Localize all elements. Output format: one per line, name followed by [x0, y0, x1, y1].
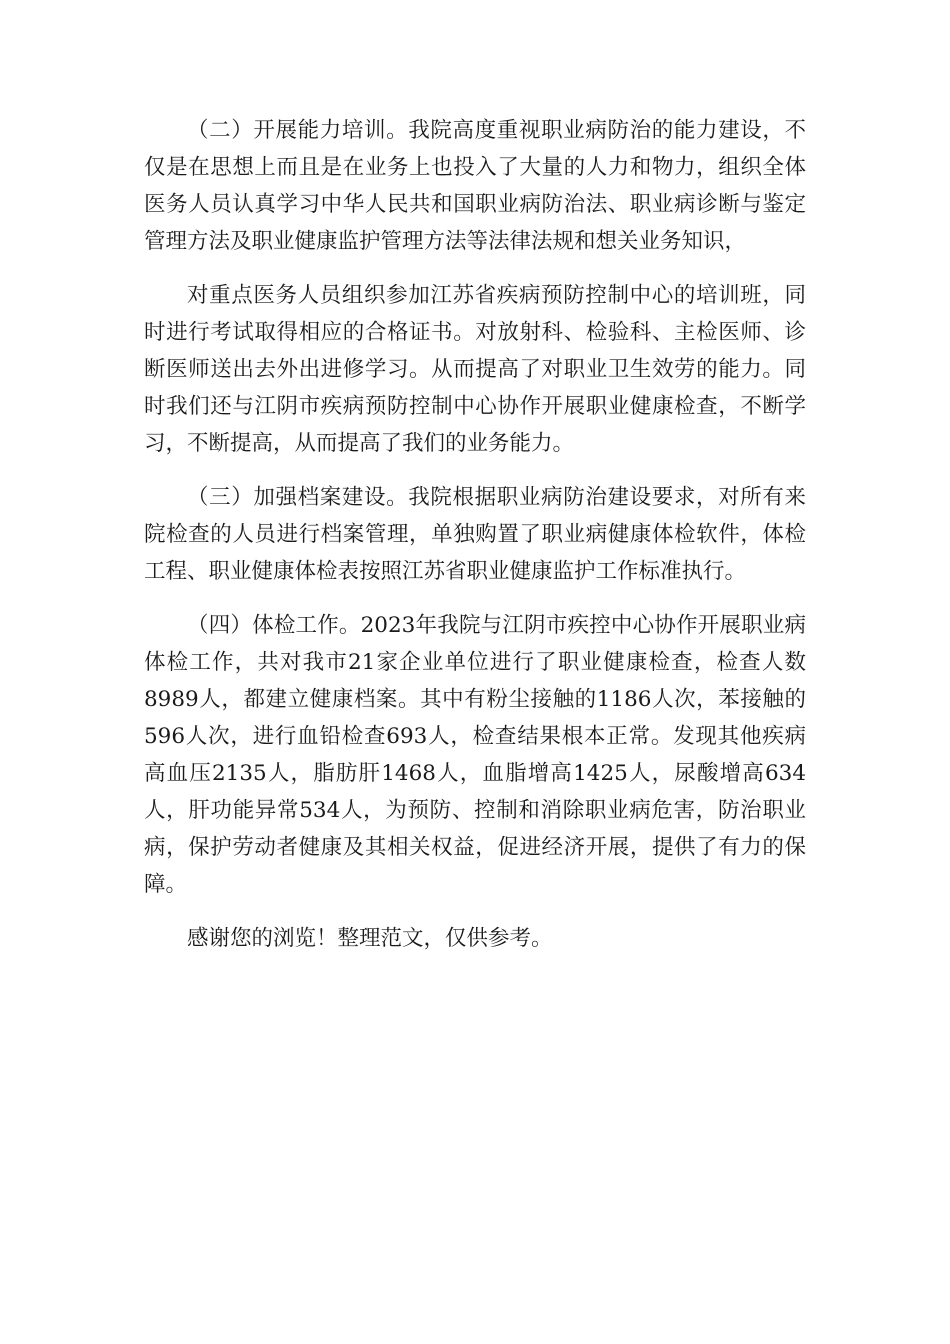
paragraph-training: （二）开展能力培训。我院高度重视职业病防治的能力建设，不仅是在思想上而且是在业务上也投入了大量的人力和物力，组织全体医务人员认真学习中华人民共和国职业病防治法、职业病诊断与鉴定管理方法及职业健康监护管理方法等法律法规和想关业务知识， — [144, 118, 806, 254]
paragraph-training-continued: 对重点医务人员组织参加江苏省疾病预防控制中心的培训班，同时进行考试取得相应的合格证书。对放射科、检验科、主检医师、诊断医师送出去外出进修学习。从而提高了对职业卫生效劳的能力。同时我们还与江阴市疾病预防控制中心协作开展职业健康检查，不断学习，不断提高，从而提高了我们的业务能力。 — [144, 283, 806, 456]
paragraph-thanks: 感谢您的浏览！整理范文，仅供参考。 — [187, 926, 553, 951]
paragraph-physical-exam: （四）体检工作。2023年我院与江阴市疾控中心协作开展职业病体检工作，共对我市21家企业单位进行了职业健康检查，检查人数8989人，都建立健康档案。其中有粉尘接触的1186人次，苯接触的596人次，进行血铅检查693人，检查结果根本正常。发现其他疾病高血压2135人，脂肪肝1468人，血脂增高1425人，尿酸增高634人，肝功能异常534人，为预防、控制和消除职业病危害，防治职业病，保护劳动者健康及其相关权益，促进经济开展，提供了有力的保障。 — [144, 613, 806, 897]
paragraph-archives: （三）加强档案建设。我院根据职业病防治建设要求，对所有来院检查的人员进行档案管理，单独购置了职业病健康体检软件，体检工程、职业健康体检表按照江苏省职业健康监护工作标准执行。 — [144, 485, 806, 584]
document-body — [144, 112, 806, 957]
